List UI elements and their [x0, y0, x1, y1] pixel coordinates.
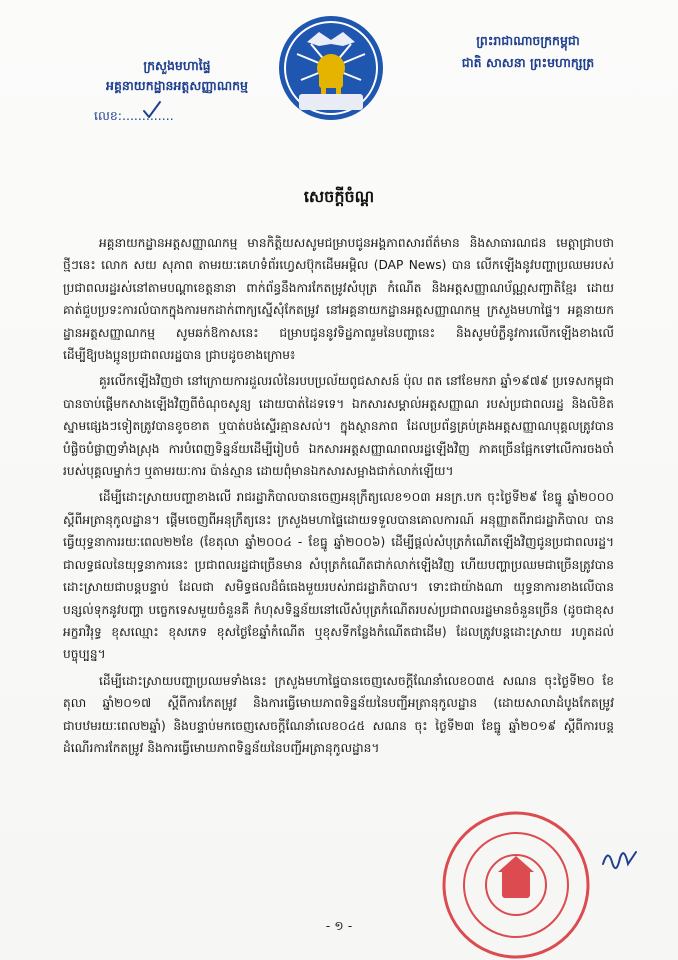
- official-stamp: [432, 810, 600, 960]
- check-mark-icon: [142, 100, 162, 120]
- paragraph-campaign: ដើម្បីដោះស្រាយបញ្ហាខាងលើ រាជរដ្ឋាភិបាលបានចេញអនុក្រឹត្យលេខ១០៣ អនក្រ.បក ចុះថ្ងៃទី២៩ ខែធ្នូ ឆ្នាំ២០០០ ស្តីពីអត្រានុកូលដ្ឋាន។ ផ្តើមចេញពីអនុក្រឹត្យនេះ ក្រសួងមហាផ្ទៃដោយទទួលបានគោលការណ៍ អនុញ្ញាតពីរាជរដ្ឋាភិបាល បានធ្វើយុទ្ធនាការរយៈពេល២២ខែ (ខែតុលា ឆ្នាំ២០០៤ - ខែធ្នូ ឆ្នាំ២០០៦) ដើម្បីផ្តល់សំបុត្រកំណើតឡើងវិញជូនប្រជាពលរដ្ឋ។ ជាលទ្ធផលនៃយុទ្ធនាការនេះ ប្រជាពលរដ្ឋជាច្រើនមាន សំបុត្រកំណើតជាក់លាក់ឡើងវិញ ហើយបញ្ហាប្រឈមជាច្រើនត្រូវបានដោះស្រាយជាបន្តបន្ទាប់ ដែលជា សមិទ្ធផលដ៏ធំធេងមួយរបស់រាជរដ្ឋាភិបាល។ ទោះជាយ៉ាងណា យុទ្ធនាការខាងលើបានបន្សល់ទុកនូវបញ្ហា បច្ចេកទេសមួយចំនួនគឺ កំហុសទិន្នន័យនៅលើសំបុត្រកំណើតរបស់ប្រជាពលរដ្ឋមានចំនួនច្រើន (ដូចជាខុស អក្ខរាវិរុទ្ធ ខុសឈ្មោះ ខុសភេទ ខុសថ្ងៃខែឆ្នាំកំណើត ឬខុសទីកន្លែងកំណើតជាដើម) ដែលត្រូវបន្តដោះស្រាយ រហូតដល់បច្ចុប្បន្ន។: [63, 490, 614, 662]
- ministry-name: ក្រសួងមហាផ្ទៃ: [143, 58, 211, 73]
- kingdom-motto: ជាតិ សាសនា ព្រះមហាក្សត្រ: [461, 55, 595, 70]
- reference-number: លេខ:.............: [94, 108, 174, 123]
- department-name: អគ្គនាយកដ្ឋានអត្តសញ្ញាណកម្ម: [106, 78, 248, 93]
- kingdom-header: [438, 30, 618, 74]
- paragraph-guidelines: ដើម្បីដោះស្រាយបញ្ហាប្រឈមទាំងនេះ ក្រសួងមហាផ្ទៃបានចេញសេចក្តីណែនាំលេខ០៣៥ សណន ចុះថ្ងៃទី២០ ខែតុលា ឆ្នាំ២០១៧ ស្តីពីការកែតម្រូវ និងការធ្វើមោឃភាពទិន្នន័យនៃបញ្ជីអត្រានុកូលដ្ឋាន (ដោយសាលាដំបូងកែតម្រូវជាបឋមរយៈពេល២ឆ្នាំ) និងបន្ទាប់មកចេញសេចក្តីណែនាំលេខ០៤៥ សណន ចុះ ថ្ងៃទី២៣ ខែធ្នូ ឆ្នាំ២០១៩ ស្តីពីការបន្តដំណើរការកែតម្រូវ និងការធ្វើមោឃភាពទិន្នន័យនៃបញ្ជីអត្រានុកូលដ្ឋាន។: [63, 673, 614, 755]
- paragraph-intro: អគ្គនាយកដ្ឋានអត្តសញ្ញាណកម្ម មានកិត្តិយសសូមជម្រាបជូនអង្គភាពសារព័ត៌មាន និងសាធារណជន មេត្តាជ្រាបថា ថ្មីៗនេះ លោក សយ សុភាព តាមរយៈគេហទំព័រហ្វេសប៊ុកដើមអម្ពិល (DAP News) បាន លើកឡើងនូវបញ្ហាប្រឈមរបស់ប្រជាពលរដ្ឋរស់នៅតាមបណ្តាខេត្តនានា ពាក់ព័ន្ធនឹងការកែតម្រូវសំបុត្រ កំណើត និងអត្តសញ្ញាណប័ណ្ណសញ្ជាតិខ្មែរ ដោយគាត់ជួបប្រទះការលំបាកក្នុងការមកដាក់ពាក្យស្នើសុំកែតម្រូវ នៅអគ្គនាយកដ្ឋានអត្តសញ្ញាណកម្ម ក្រសួងមហាផ្ទៃ។ អគ្គនាយកដ្ឋានអត្តសញ្ញាណកម្ម សូមឆក់ឱកាសនេះ ជម្រាបជូននូវទិដ្ឋភាពរួមនៃបញ្ហានេះ និងសូមបំភ្លឺនូវការលើកឡើងខាងលើ ដើម្បីឱ្យបងប្អូនប្រជាពលរដ្ឋបាន ជ្រាបដូចខាងក្រោម៖: [63, 236, 614, 363]
- document-body: [63, 232, 614, 763]
- signature-mark: [600, 842, 640, 872]
- ministry-header: [72, 56, 282, 96]
- paragraph-history: គួរលើកឡើងវិញថា នៅក្រោយការដួលរលំនៃរបបប្រល័យពូជសាសន៍ ប៉ុល ពត នៅខែមករា ឆ្នាំ១៩៧៩ ប្រទេសកម្ពុជាបានចាប់ផ្តើមកសាងឡើងវិញពីចំណុចសូន្យ ដោយបាត់ដៃទទេ។ ឯកសារសម្គាល់អត្តសញ្ញាណ របស់ប្រជាពលរដ្ឋ និងលិខិតស្នាមផ្សេងៗទៀតត្រូវបានខូចខាត ឬបាត់បង់ស្ទើរគ្មានសល់។ ក្នុងស្ថានភាព ដែលប្រព័ន្ធគ្រប់គ្រងអត្តសញ្ញាណបុគ្គលត្រូវបានបំផ្លិចបំផ្លាញទាំងស្រុង ការបំពេញទិន្នន័យដើម្បីរៀបចំ ឯកសារអត្តសញ្ញាណពលរដ្ឋឡើងវិញ ភាគច្រើនផ្អែកទៅលើការចងចាំរបស់បុគ្គលម្នាក់ៗ ឬតាមរយៈការ ប៉ាន់ស្មាន ដោយពុំមានឯកសារសម្អាងជាក់លាក់ឡើយ។: [63, 374, 614, 479]
- document-title: សេចក្តីចំណ្ត: [303, 187, 375, 206]
- page-number: - ១ -: [325, 918, 353, 933]
- kingdom-name: ព្រះរាជាណាចក្រកម្ពុជា: [476, 33, 580, 48]
- department-seal-logo: [277, 14, 385, 122]
